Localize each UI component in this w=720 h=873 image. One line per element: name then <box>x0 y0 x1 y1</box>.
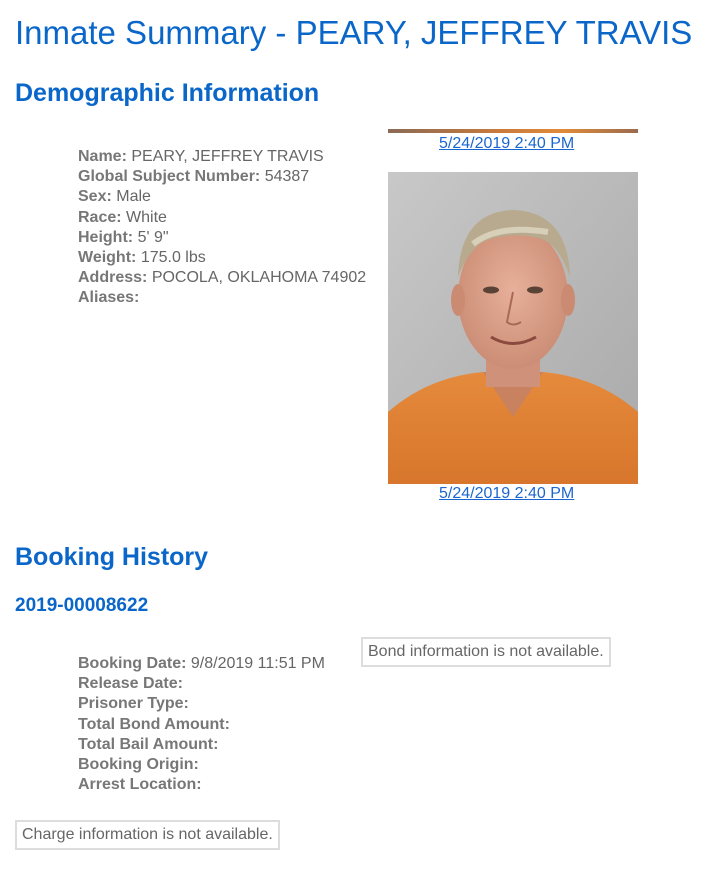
field-name: Name: PEARY, JEFFREY TRAVIS <box>78 148 324 165</box>
booking-fields <box>78 654 325 795</box>
booking-number: 2019-00008622 <box>15 595 149 616</box>
field-aliases: Aliases: <box>78 289 140 307</box>
field-booking-date: Booking Date: 9/8/2019 11:51 PM <box>78 655 325 672</box>
mugshot-photo[interactable] <box>388 172 638 484</box>
mugshot-photo-partial[interactable] <box>388 129 638 133</box>
demographic-fields <box>78 147 366 309</box>
field-total-bail-amount: Total Bail Amount: <box>78 735 219 753</box>
booking-history-heading: Booking History <box>15 543 209 571</box>
charge-info-note: Charge information is not available. <box>15 820 280 850</box>
field-arrest-location: Arrest Location: <box>78 776 202 794</box>
field-address: Address: POCOLA, OKLAHOMA 74902 <box>78 269 367 287</box>
field-total-bond-amount: Total Bond Amount: <box>78 715 230 733</box>
field-global-subject-number: Global Subject Number: 54387 <box>78 168 310 186</box>
mugshot-image <box>388 172 638 484</box>
field-race: Race: White <box>78 208 167 226</box>
page-title: Inmate Summary - PEARY, JEFFREY TRAVIS <box>15 14 693 51</box>
field-booking-origin: Booking Origin: <box>78 756 199 774</box>
field-height: Height: 5' 9" <box>78 228 169 246</box>
field-weight: Weight: 175.0 lbs <box>78 249 206 267</box>
photo-date-link[interactable]: 5/24/2019 2:40 PM <box>439 135 575 152</box>
field-prisoner-type: Prisoner Type: <box>78 695 189 713</box>
demographics-heading: Demographic Information <box>15 79 320 107</box>
photo-date-link[interactable]: 5/24/2019 2:40 PM <box>439 485 575 502</box>
field-release-date: Release Date: <box>78 675 183 693</box>
bond-info-note: Bond information is not available. <box>361 637 611 667</box>
field-sex: Sex: Male <box>78 188 151 206</box>
